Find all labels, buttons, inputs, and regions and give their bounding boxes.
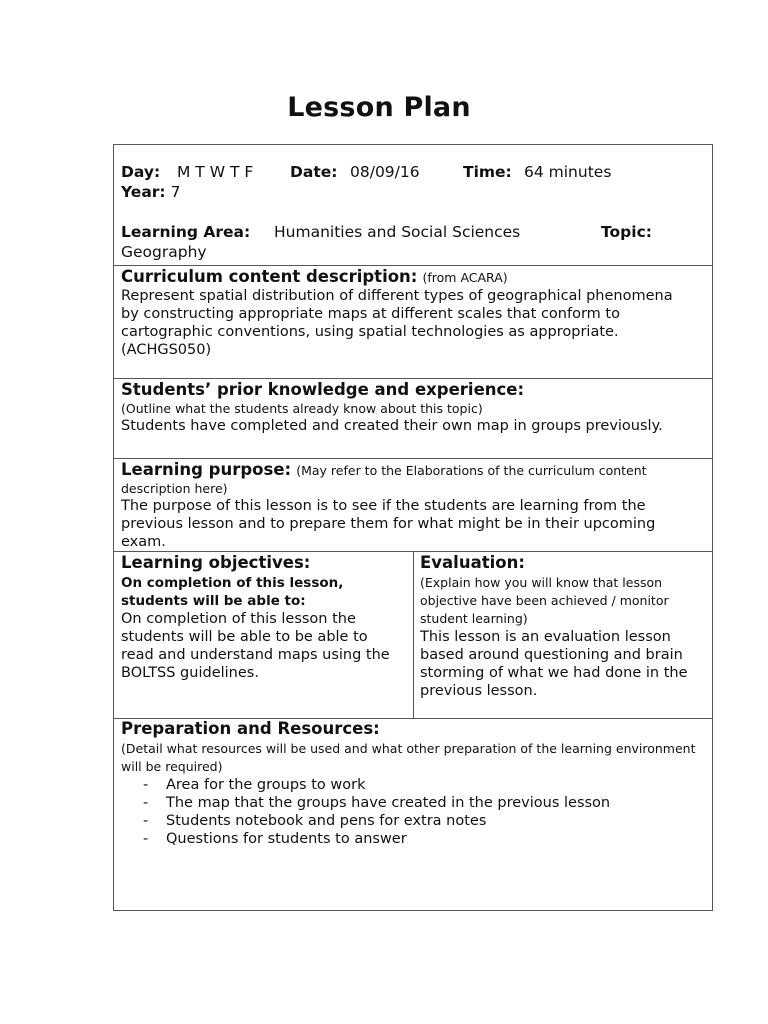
learning-objectives-heading: Learning objectives:	[121, 553, 311, 572]
topic-label: Topic:	[601, 223, 652, 241]
curriculum-line: Represent spatial distribution of different types of geographical phenomena	[121, 288, 673, 304]
evaluation-heading: Evaluation:	[420, 553, 525, 572]
year-value: 7	[170, 183, 181, 201]
curriculum-line: (ACHGS050)	[121, 342, 212, 358]
learning-objectives-line: students will be able to be able to	[121, 629, 368, 645]
time-label: Time:	[463, 163, 512, 181]
date-label: Date:	[290, 163, 338, 181]
evaluation-line: storming of what we had done in the	[420, 665, 688, 681]
date-value: 08/09/16	[350, 163, 420, 181]
prior-knowledge-heading: Students’ prior knowledge and experience:	[121, 380, 525, 399]
learning-purpose-line: exam.	[121, 534, 166, 550]
learning-objectives-subheading: On completion of this lesson,	[121, 575, 344, 591]
time-value: 64 minutes	[524, 163, 612, 181]
lesson-plan-table	[113, 144, 713, 911]
prior-knowledge-note: (Outline what the students already know about this topic)	[121, 401, 483, 416]
header-section	[114, 163, 712, 261]
topic-value: Geography	[121, 243, 207, 261]
resources-heading: Preparation and Resources:	[121, 719, 380, 738]
evaluation-line: based around questioning and brain	[420, 647, 683, 663]
curriculum-section	[114, 267, 712, 359]
learning-purpose-line: The purpose of this lesson is to see if the students are learning from the	[121, 498, 646, 514]
learning-objectives-section	[114, 552, 413, 682]
year-label: Year:	[121, 183, 166, 201]
page-title: Lesson Plan	[287, 92, 471, 123]
learning-purpose-heading: Learning purpose:	[121, 460, 292, 479]
prior-knowledge-section	[114, 379, 712, 435]
resources-note: will be required)	[121, 759, 223, 774]
divider	[114, 265, 712, 266]
list-item: - Questions for students to answer	[143, 831, 407, 847]
curriculum-line: by constructing appropriate maps at different scales that conform to	[121, 306, 620, 322]
resources-note: (Detail what resources will be used and what other preparation of the learning environment	[121, 741, 696, 756]
learning-purpose-section	[114, 459, 712, 551]
learning-purpose-note: (May refer to the Elaborations of the curriculum content	[296, 463, 647, 478]
evaluation-line: previous lesson.	[420, 683, 538, 699]
resources-list	[121, 776, 705, 848]
evaluation-section	[413, 552, 712, 700]
list-item: - The map that the groups have created in the previous lesson	[143, 795, 611, 811]
resources-section	[114, 718, 712, 848]
evaluation-note: objective have been achieved / monitor	[420, 593, 669, 608]
evaluation-note: student learning)	[420, 611, 528, 626]
learning-area-label: Learning Area:	[121, 223, 251, 241]
learning-purpose-line: previous lesson and to prepare them for what might be in their upcoming	[121, 516, 656, 532]
curriculum-note: (from ACARA)	[422, 270, 508, 285]
learning-objectives-line: BOLTSS guidelines.	[121, 665, 259, 681]
evaluation-note: (Explain how you will know that lesson	[420, 575, 663, 590]
learning-objectives-subheading: students will be able to:	[121, 593, 306, 609]
prior-knowledge-body: Students have completed and created their own map in groups previously.	[121, 418, 663, 434]
learning-objectives-line: read and understand maps using the	[121, 647, 390, 663]
list-item: - Students notebook and pens for extra notes	[143, 813, 487, 829]
list-item: - Area for the groups to work	[143, 777, 366, 793]
learning-objectives-line: On completion of this lesson the	[121, 611, 356, 627]
day-label: Day:	[121, 163, 161, 181]
curriculum-heading: Curriculum content description:	[121, 267, 418, 286]
curriculum-line: cartographic conventions, using spatial technologies as appropriate.	[121, 324, 619, 340]
day-value: M T W T F	[177, 163, 254, 181]
learning-area-value: Humanities and Social Sciences	[274, 223, 521, 241]
learning-purpose-note-cont: description here)	[121, 481, 228, 496]
evaluation-line: This lesson is an evaluation lesson	[420, 629, 671, 645]
